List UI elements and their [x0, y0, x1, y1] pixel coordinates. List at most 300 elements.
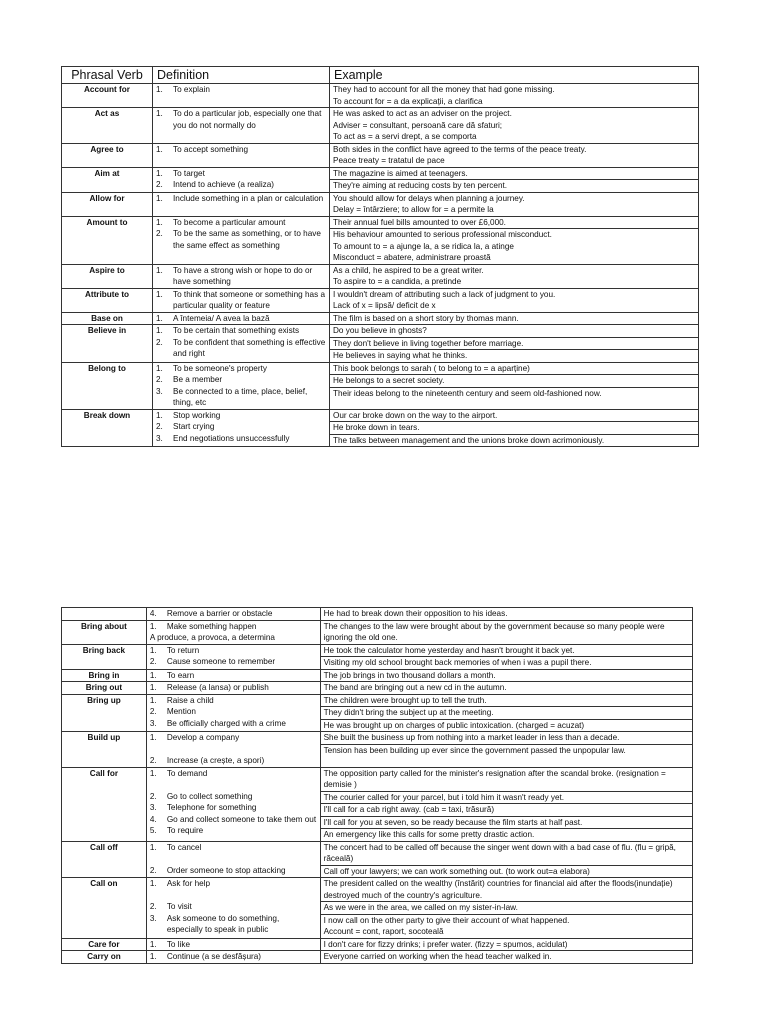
- phrasal-verb-cell: Account for: [62, 84, 153, 108]
- example-cell: [330, 325, 699, 363]
- definition-text: A produce, a provoca, a determina: [149, 633, 275, 642]
- phrasal-verb-cell: Break down: [62, 409, 153, 447]
- example-sentence: Our car broke down on the way to the airport.: [333, 410, 498, 420]
- example-cell: [330, 264, 699, 288]
- example-block: [330, 289, 698, 312]
- definition-item: [150, 645, 317, 657]
- definition-text: To target: [173, 168, 205, 178]
- definition-cell: [146, 694, 320, 732]
- definition-item: [150, 744, 317, 756]
- table-row: [62, 951, 693, 964]
- definition-number: 4.: [149, 814, 157, 824]
- example-block: [330, 168, 698, 180]
- definition-item: [150, 890, 317, 902]
- example-cell: [320, 608, 692, 621]
- example-sentence: I'll call for a cab right away. (cab = taxi, trăsură): [323, 805, 495, 814]
- definition-text: To think that someone or something has a particular quality or feature: [173, 289, 326, 310]
- example-cell: [330, 84, 699, 108]
- example-cell: [330, 167, 699, 192]
- definition-text: Mention: [166, 707, 196, 716]
- phrasal-verb-cell: Belong to: [62, 362, 153, 409]
- phrasal-verb-cell: Bring out: [62, 682, 147, 695]
- example-block: [321, 656, 692, 669]
- example-sentence: They don't believe in living together before marriage.: [333, 338, 524, 348]
- definition-number: 1.: [149, 695, 157, 705]
- definition-text: To have a strong wish or hope to do or have something: [173, 265, 313, 286]
- table-row: [62, 682, 693, 695]
- definition-text: End negotiations unsuccessfully: [173, 433, 290, 443]
- definition-number: 1.: [156, 326, 163, 335]
- definition-item: [150, 878, 317, 890]
- definition-item: [156, 325, 326, 337]
- definition-text: Release (a lansa) or publish: [166, 683, 269, 692]
- definition-cell: [146, 732, 320, 768]
- definition-text: Go and collect someone to take them out: [166, 814, 317, 824]
- definition-item: [150, 951, 317, 963]
- phrasal-verb-cell: Build up: [62, 732, 147, 768]
- table-row: [62, 362, 699, 409]
- phrasal-verb-cell: Aspire to: [62, 264, 153, 288]
- example-sentence: He was brought up on charges of public intoxication. (charged = acuzat): [323, 720, 585, 730]
- definition-item: [150, 706, 317, 718]
- definition-number: 4.: [149, 609, 157, 618]
- example-sentence: The concert had to be called off because the singer went down with a bad case of flu. (flu = gripă, răceală): [323, 842, 676, 863]
- example-sentence: The president called on the wealthy (înstărit) countries for financial aid after the floods(inundație) destroyed much of the country's agriculture.: [323, 879, 673, 900]
- example-block: [321, 828, 692, 841]
- definition-item: [150, 802, 317, 814]
- definition-number: 1.: [149, 842, 157, 852]
- phrasal-verb-cell: Bring in: [62, 669, 147, 682]
- phrasal-verb-cell: Attribute to: [62, 288, 153, 312]
- example-block: [330, 217, 698, 229]
- example-cell: [320, 938, 692, 951]
- example-sentence: You should allow for delays when planning a journey.: [333, 193, 525, 203]
- example-sentence: I'll call for you at seven, so be ready because the film starts at half past.: [323, 817, 583, 827]
- definition-item: [156, 108, 326, 131]
- definition-text: Make something happen: [166, 621, 257, 631]
- example-cell: [330, 216, 699, 264]
- example-block: [321, 939, 692, 951]
- example-sentence: To amount to = a ajunge la, a se ridica la, a atinge: [333, 241, 514, 251]
- definition-text: Develop a company: [166, 733, 240, 742]
- definition-item: [156, 217, 326, 229]
- definition-cell: [153, 362, 330, 409]
- definition-cell: [153, 143, 330, 167]
- definition-number: 1.: [156, 168, 163, 178]
- table-row: [62, 608, 693, 621]
- example-sentence: Adviser = consultant, persoană care dă sfaturi;: [333, 120, 503, 130]
- definition-item: [150, 814, 317, 826]
- definition-text: Be a member: [173, 375, 223, 384]
- example-block: [321, 951, 692, 963]
- example-sentence: An emergency like this calls for some pretty drastic action.: [323, 830, 535, 839]
- definition-cell: [146, 767, 320, 841]
- definition-text: To be someone's property: [173, 363, 267, 373]
- example-block: [321, 816, 692, 829]
- definition-text: Start crying: [173, 422, 215, 431]
- definition-item: [150, 791, 317, 803]
- example-cell: [330, 288, 699, 312]
- definition-number: 2.: [156, 422, 163, 431]
- example-block: [321, 914, 692, 938]
- definition-number: 1.: [149, 768, 157, 778]
- definition-item: [150, 865, 317, 877]
- example-sentence: Misconduct = abatere, administrare proastă: [333, 253, 491, 262]
- example-cell: [330, 409, 699, 447]
- example-sentence: As we were in the area, we called on my sister-in-law.: [323, 903, 518, 912]
- definition-number: 1.: [149, 645, 157, 655]
- example-cell: [330, 312, 699, 325]
- example-sentence: Tension has been building up ever since the government passed the unpopular law.: [323, 745, 626, 755]
- example-block: [330, 434, 698, 447]
- definition-number: 1.: [156, 289, 163, 299]
- phrasal-verb-cell: Call off: [62, 841, 147, 878]
- table-row: [62, 767, 693, 841]
- example-cell: [330, 362, 699, 409]
- definition-number: 3.: [149, 718, 157, 728]
- example-sentence: He believes in saying what he thinks.: [333, 351, 468, 360]
- definition-number: 1.: [149, 879, 157, 888]
- definition-text: A întemeia/ A avea la bază: [173, 313, 270, 323]
- example-sentence: He took the calculator home yesterday and hasn't brought it back yet.: [323, 645, 575, 655]
- definition-item: [150, 768, 317, 780]
- table-row: [62, 694, 693, 732]
- table-row: [62, 325, 699, 363]
- definition-text: To cancel: [166, 842, 202, 852]
- definition-text: Go to collect something: [166, 791, 253, 801]
- phrasal-verb-cell: Amount to: [62, 216, 153, 264]
- definition-cell: [153, 167, 330, 192]
- table-row: [62, 644, 693, 669]
- definition-number: 2.: [149, 707, 157, 716]
- definition-item: [150, 755, 317, 767]
- example-sentence: The job brings in two thousand dollars a month.: [323, 670, 496, 680]
- definition-item: [150, 670, 317, 682]
- example-sentence: To aspire to = a candida, a pretinde: [333, 277, 462, 286]
- table-row: [62, 732, 693, 768]
- example-sentence: This book belongs to sarah ( to belong to = a aparține): [333, 363, 530, 373]
- example-block: [321, 621, 692, 644]
- example-cell: [320, 644, 692, 669]
- example-sentence: To act as = a servi drept, a se comporta: [333, 132, 477, 141]
- definition-text: To be confident that something is effective and right: [173, 337, 326, 358]
- example-sentence: I don't care for fizzy drinks; i prefer water. (fizzy = spumos, acidulat): [323, 939, 568, 949]
- table-body-bottom: [62, 608, 693, 964]
- definition-cell: [146, 841, 320, 878]
- example-block: [330, 349, 698, 362]
- definition-cell: [153, 192, 330, 216]
- example-block: [330, 84, 698, 107]
- definition-number: 2.: [149, 791, 157, 801]
- definition-item: [156, 337, 326, 360]
- example-sentence: The children were brought up to tell the truth.: [323, 695, 487, 705]
- phrasal-verb-cell: Agree to: [62, 143, 153, 167]
- table-body-top: [62, 84, 699, 447]
- example-sentence: They're aiming at reducing costs by ten percent.: [333, 181, 508, 190]
- definition-item: [150, 825, 317, 837]
- table-row: [62, 167, 699, 192]
- definition-text: To accept something: [173, 144, 249, 154]
- example-sentence: As a child, he aspired to be a great writer.: [333, 265, 484, 275]
- definition-number: 2.: [156, 375, 163, 384]
- definition-item: [150, 842, 317, 854]
- definition-text: To demand: [166, 768, 208, 778]
- definition-text: Ask for help: [166, 879, 211, 888]
- definition-text: Increase (a crește, a spori): [166, 756, 265, 765]
- definition-item: [150, 732, 317, 744]
- definition-number: 1.: [149, 621, 157, 631]
- definition-item: [156, 168, 326, 180]
- definition-number: 1.: [156, 313, 163, 323]
- example-block: [321, 865, 692, 878]
- definition-cell: [146, 682, 320, 695]
- definition-cell: [146, 878, 320, 939]
- definition-text: To become a particular amount: [173, 217, 286, 227]
- example-sentence: Everyone carried on working when the head teacher walked in.: [323, 952, 552, 961]
- definition-text: Continue (a se desfășura): [166, 952, 262, 961]
- header-example: Example: [330, 67, 699, 84]
- example-sentence: He was asked to act as an adviser on the project.: [333, 109, 512, 118]
- definition-number: 1.: [156, 144, 163, 154]
- phrasal-verb-table-top: [61, 66, 699, 447]
- definition-number: 1.: [149, 952, 157, 961]
- definition-number: 1.: [156, 410, 163, 420]
- example-cell: [320, 951, 692, 964]
- table-header-row: [62, 67, 699, 84]
- phrasal-verb-cell: Bring up: [62, 694, 147, 732]
- example-block: [321, 842, 692, 865]
- example-sentence: The opposition party called for the minister's resignation after the scandal broke. (resignation = demisie ): [323, 768, 666, 789]
- definition-number: 1.: [149, 683, 157, 692]
- definition-item: [150, 608, 317, 620]
- phrasal-verb-cell: [62, 608, 147, 621]
- definition-text: To like: [166, 939, 191, 949]
- definition-cell: [153, 84, 330, 108]
- table-row: [62, 84, 699, 108]
- definition-number: 1.: [156, 363, 163, 373]
- example-block: [330, 228, 698, 264]
- phrasal-verb-cell: Aim at: [62, 167, 153, 192]
- definition-number: 1.: [156, 85, 163, 94]
- table-row: [62, 264, 699, 288]
- definition-cell: [146, 644, 320, 669]
- definition-text: Remove a barrier or obstacle: [166, 609, 273, 618]
- definition-number: 1.: [156, 193, 163, 203]
- definition-item: [150, 901, 317, 913]
- definition-cell: [153, 108, 330, 144]
- example-block: [330, 387, 698, 400]
- example-cell: [320, 669, 692, 682]
- example-sentence: Call off your lawyers; we can work something out. (to work out=a elabora): [323, 866, 590, 876]
- definition-number: 5.: [149, 826, 157, 835]
- example-sentence: He had to break down their opposition to his ideas.: [323, 609, 508, 618]
- example-sentence: She built the business up from nothing into a market leader in less than a decade.: [323, 733, 620, 742]
- example-sentence: To account for = a da explicații, a clarifica: [333, 96, 483, 106]
- example-block: [330, 193, 698, 216]
- definition-number: 1.: [149, 939, 157, 949]
- example-sentence: Both sides in the conflict have agreed to the terms of the peace treaty.: [333, 144, 587, 154]
- example-block: [330, 337, 698, 350]
- example-sentence: He broke down in tears.: [333, 423, 420, 432]
- definition-text: To do a particular job, especially one that you do not normally do: [173, 109, 322, 130]
- definition-item: [156, 228, 326, 251]
- definition-item: [156, 144, 326, 156]
- example-block: [330, 363, 698, 375]
- definition-item: [156, 374, 326, 386]
- definition-text: To be certain that something exists: [173, 326, 300, 335]
- definition-text: To visit: [166, 902, 192, 911]
- example-sentence: Peace treaty = tratatul de pace: [333, 156, 445, 165]
- phrasal-verb-cell: Bring back: [62, 644, 147, 669]
- example-cell: [330, 108, 699, 144]
- phrasal-verb-cell: Call on: [62, 878, 147, 939]
- table-row: [62, 108, 699, 144]
- example-sentence: His behaviour amounted to serious professional misconduct.: [333, 230, 552, 239]
- definition-item: [156, 386, 326, 409]
- example-sentence: They didn't bring the subject up at the meeting.: [323, 708, 494, 717]
- definition-text: To earn: [166, 670, 195, 680]
- phrasal-verb-cell: Call for: [62, 767, 147, 841]
- example-block: [321, 706, 692, 719]
- example-cell: [320, 732, 692, 768]
- definition-cell: [153, 288, 330, 312]
- definition-text: Stop working: [173, 410, 221, 420]
- phrasal-verb-table-bottom: [61, 607, 693, 964]
- definition-text: Cause someone to remember: [166, 657, 276, 666]
- definition-item: [156, 433, 326, 445]
- example-cell: [320, 841, 692, 878]
- definition-number: 2.: [156, 337, 163, 347]
- definition-item: [150, 682, 317, 694]
- definition-text: To be the same as something, or to have the same effect as something: [173, 229, 321, 250]
- definition-cell: [153, 216, 330, 264]
- example-cell: [320, 620, 692, 644]
- table-row: [62, 288, 699, 312]
- header-phrasal-verb: Phrasal Verb: [62, 67, 153, 84]
- definition-text: To return: [166, 645, 200, 655]
- example-sentence: The film is based on a short story by thomas mann.: [333, 313, 519, 323]
- example-block: [330, 179, 698, 192]
- phrasal-verb-cell: Care for: [62, 938, 147, 951]
- example-block: [321, 719, 692, 732]
- example-sentence: Their ideas belong to the nineteenth century and seem old-fashioned now.: [333, 388, 602, 398]
- definition-number: 2.: [149, 865, 157, 875]
- example-block: [330, 325, 698, 337]
- example-cell: [320, 682, 692, 695]
- definition-item: [156, 193, 326, 205]
- example-block: [330, 410, 698, 422]
- definition-item: [150, 695, 317, 707]
- definition-text: To require: [166, 826, 204, 835]
- phrasal-verb-cell: Act as: [62, 108, 153, 144]
- example-cell: [320, 878, 692, 939]
- example-sentence: Lack of x = lipsă/ deficit de x: [333, 301, 436, 310]
- definition-text: Intend to achieve (a realiza): [173, 180, 275, 189]
- definition-item: [150, 632, 317, 644]
- table-row: [62, 841, 693, 878]
- definition-number: 2.: [149, 756, 157, 765]
- example-sentence: The courier called for your parcel, but i told him it wasn't ready yet.: [323, 792, 565, 802]
- definition-item: [150, 779, 317, 791]
- table-row: [62, 669, 693, 682]
- example-block: [321, 608, 692, 620]
- definition-text: Be officially charged with a crime: [166, 718, 286, 728]
- definition-text: Include something in a plan or calculation: [173, 193, 324, 203]
- example-block: [321, 732, 692, 744]
- definition-number: 3.: [149, 803, 157, 812]
- example-cell: [320, 694, 692, 732]
- table-row: [62, 216, 699, 264]
- definition-text: To explain: [173, 85, 210, 94]
- example-sentence: Their annual fuel bills amounted to over £6,000.: [333, 217, 506, 227]
- definition-item: [156, 313, 326, 325]
- definition-item: [156, 410, 326, 422]
- example-block: [330, 421, 698, 434]
- definition-number: 3.: [156, 386, 163, 396]
- table-row: [62, 409, 699, 447]
- example-block: [321, 682, 692, 694]
- example-sentence: Delay = întârziere; to allow for = a permite la: [333, 205, 494, 214]
- example-block: [321, 695, 692, 707]
- definition-item: [150, 656, 317, 668]
- example-sentence: He belongs to a secret society.: [333, 376, 445, 385]
- example-sentence: The talks between management and the unions broke down acrimoniously.: [333, 435, 605, 445]
- table-row: [62, 143, 699, 167]
- header-definition: Definition: [153, 67, 330, 84]
- example-block: [321, 670, 692, 682]
- definition-number: 2.: [149, 902, 157, 911]
- example-cell: [320, 767, 692, 841]
- definition-item: [156, 84, 326, 96]
- example-sentence: Do you believe in ghosts?: [333, 326, 427, 335]
- definition-item: [156, 179, 326, 191]
- definition-number: 3.: [149, 913, 157, 923]
- example-block: [321, 901, 692, 914]
- table-row: [62, 192, 699, 216]
- example-sentence: I now call on the other party to give their account of what happened.: [323, 915, 570, 925]
- table-row: [62, 312, 699, 325]
- example-sentence: Account = cont, raport, socoteală: [323, 927, 444, 936]
- definition-cell: [146, 951, 320, 964]
- example-block: [321, 878, 692, 901]
- definition-item: [150, 853, 317, 865]
- example-block: [330, 144, 698, 167]
- example-sentence: Visiting my old school brought back memories of when i was a pupil there.: [323, 658, 592, 667]
- definition-item: [150, 939, 317, 951]
- definition-cell: [153, 312, 330, 325]
- definition-text: Ask someone to do something, especially to speak in public: [166, 913, 280, 934]
- definition-number: 3.: [156, 433, 163, 443]
- definition-item: [156, 421, 326, 433]
- definition-number: 2.: [156, 229, 163, 238]
- definition-number: 1.: [156, 109, 163, 118]
- example-sentence: The changes to the law were brought about by the government because so many people were ignoring the old one.: [323, 621, 665, 642]
- definition-item: [156, 289, 326, 312]
- definition-cell: [146, 669, 320, 682]
- definition-item: [156, 363, 326, 375]
- phrasal-verb-cell: Believe in: [62, 325, 153, 363]
- definition-number: 1.: [149, 733, 157, 742]
- definition-item: [156, 265, 326, 288]
- phrasal-verb-cell: Allow for: [62, 192, 153, 216]
- example-cell: [330, 192, 699, 216]
- definition-number: 1.: [149, 670, 157, 680]
- example-block: [321, 768, 692, 791]
- definition-cell: [146, 620, 320, 644]
- example-sentence: They had to account for all the money that had gone missing.: [333, 85, 555, 94]
- definition-item: [150, 913, 317, 936]
- definition-text: Be connected to a time, place, belief, thing, etc: [173, 386, 308, 407]
